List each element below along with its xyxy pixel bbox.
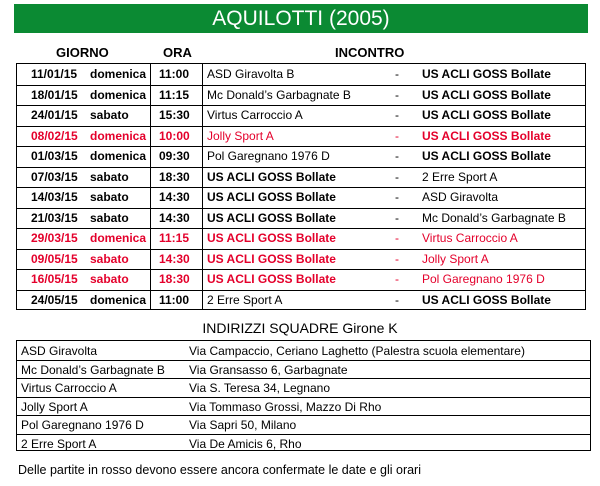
- match-day: sabato: [90, 251, 129, 266]
- match-separator: -: [395, 169, 399, 184]
- match-date: 09/05/15: [31, 251, 78, 266]
- match-time: 11:15: [159, 87, 190, 102]
- row-divider: [17, 126, 585, 127]
- header-giorno: GIORNO: [56, 45, 109, 60]
- match-time: 15:30: [159, 108, 190, 122]
- match-date: 24/05/15: [31, 292, 78, 307]
- match-away-team: Mc Donald’s Garbagnate B: [422, 210, 566, 225]
- address-location: Via Sapri 50, Milano: [189, 418, 297, 432]
- match-time: 14:30: [159, 190, 190, 204]
- address-location: Via Gransasso 6, Garbagnate: [189, 362, 348, 377]
- match-day: sabato: [90, 169, 129, 184]
- match-date: 14/03/15: [31, 190, 78, 204]
- match-day: domenica: [90, 149, 147, 163]
- row-divider: [17, 415, 590, 416]
- match-date: 08/02/15: [31, 128, 78, 143]
- address-team: Virtus Carroccio A: [21, 381, 117, 395]
- match-home-team: Virtus Carroccio A: [207, 108, 303, 122]
- match-time: 11:00: [159, 67, 190, 81]
- match-time: 18:30: [159, 169, 190, 184]
- match-home-team: US ACLI GOSS Bollate: [207, 251, 336, 266]
- match-day: sabato: [90, 190, 129, 204]
- address-location: Via De Amicis 6, Rho: [189, 436, 302, 451]
- match-separator: -: [395, 272, 399, 286]
- match-date: 11/01/15: [31, 67, 78, 81]
- match-away-team: Jolly Sport A: [422, 251, 489, 266]
- match-separator: -: [395, 128, 399, 143]
- list-item: [17, 434, 590, 453]
- table-row: [17, 290, 585, 311]
- row-divider: [17, 105, 585, 106]
- table-row: [17, 146, 585, 167]
- row-divider: [17, 85, 585, 86]
- match-away-team: US ACLI GOSS Bollate: [422, 87, 551, 102]
- match-date: 29/03/15: [31, 231, 78, 245]
- table-row: [17, 269, 585, 290]
- page-title: AQUILOTTI (2005): [14, 4, 588, 33]
- table-row: [17, 208, 585, 229]
- match-away-team: Virtus Carroccio A: [422, 231, 518, 245]
- list-item: [17, 360, 590, 379]
- match-separator: -: [395, 67, 399, 81]
- match-time: 10:00: [159, 128, 190, 143]
- column-divider: [202, 64, 203, 309]
- match-date: 07/03/15: [31, 169, 78, 184]
- address-team: Mc Donald’s Garbagnate B: [21, 362, 165, 377]
- addresses-title: INDIRIZZI SQUADRE Girone K: [202, 320, 398, 336]
- match-away-team: US ACLI GOSS Bollate: [422, 108, 551, 122]
- match-separator: -: [395, 231, 399, 245]
- match-date: 24/01/15: [31, 108, 78, 122]
- match-date: 18/01/15: [31, 87, 78, 102]
- table-row: [17, 228, 585, 249]
- match-date: 16/05/15: [31, 272, 78, 286]
- match-day: domenica: [90, 87, 147, 102]
- address-location: Via Campaccio, Ceriano Laghetto (Palestra scuola elementare): [189, 344, 525, 358]
- match-day: sabato: [90, 210, 129, 225]
- match-day: domenica: [90, 67, 147, 81]
- row-divider: [17, 167, 585, 168]
- match-date: 01/03/15: [31, 149, 78, 163]
- match-time: 14:30: [159, 210, 190, 225]
- address-location: Via Tommaso Grossi, Mazzo Di Rho: [189, 399, 382, 414]
- row-divider: [17, 146, 585, 147]
- match-away-team: US ACLI GOSS Bollate: [422, 149, 551, 163]
- match-away-team: US ACLI GOSS Bollate: [422, 128, 551, 143]
- match-day: sabato: [90, 108, 129, 122]
- match-day: domenica: [90, 292, 147, 307]
- match-away-team: US ACLI GOSS Bollate: [422, 67, 551, 81]
- match-time: 18:30: [159, 272, 190, 286]
- match-home-team: US ACLI GOSS Bollate: [207, 190, 336, 204]
- row-divider: [17, 360, 590, 361]
- match-time: 11:15: [159, 231, 190, 245]
- match-away-team: US ACLI GOSS Bollate: [422, 292, 551, 307]
- match-away-team: ASD Giravolta: [422, 190, 499, 204]
- match-away-team: 2 Erre Sport A: [422, 169, 498, 184]
- address-team: Pol Garegnano 1976 D: [21, 418, 144, 432]
- address-team: 2 Erre Sport A: [21, 436, 97, 451]
- table-row: [17, 167, 585, 188]
- table-row: [17, 187, 585, 208]
- match-home-team: Jolly Sport A: [207, 128, 274, 143]
- list-item: [17, 378, 590, 397]
- addresses-table: [16, 340, 591, 451]
- header-ora: ORA: [163, 45, 192, 60]
- row-divider: [17, 249, 585, 250]
- match-home-team: US ACLI GOSS Bollate: [207, 231, 336, 245]
- row-divider: [17, 378, 590, 379]
- address-team: Jolly Sport A: [21, 399, 88, 414]
- table-row: [17, 249, 585, 270]
- list-item: [17, 397, 590, 416]
- match-day: sabato: [90, 272, 129, 286]
- match-separator: -: [395, 108, 399, 122]
- match-separator: -: [395, 210, 399, 225]
- match-separator: -: [395, 87, 399, 102]
- row-divider: [17, 208, 585, 209]
- match-home-team: ASD Giravolta B: [207, 67, 295, 81]
- match-home-team: US ACLI GOSS Bollate: [207, 210, 336, 225]
- match-separator: -: [395, 292, 399, 307]
- match-date: 21/03/15: [31, 210, 78, 225]
- table-row: [17, 85, 585, 106]
- row-divider: [17, 187, 585, 188]
- schedule-table: [16, 63, 586, 310]
- row-divider: [17, 397, 590, 398]
- match-separator: -: [395, 190, 399, 204]
- match-time: 09:30: [159, 149, 190, 163]
- match-separator: -: [395, 251, 399, 266]
- address-location: Via S. Teresa 34, Legnano: [189, 381, 330, 395]
- match-home-team: Pol Garegnano 1976 D: [207, 149, 330, 163]
- match-time: 11:00: [159, 292, 190, 307]
- list-item: [17, 341, 590, 360]
- match-away-team: Pol Garegnano 1976 D: [422, 272, 545, 286]
- match-day: domenica: [90, 231, 147, 245]
- list-item: [17, 415, 590, 434]
- row-divider: [17, 290, 585, 291]
- footnote: Delle partite in rosso devono essere ancora confermate le date e gli orari: [18, 463, 421, 477]
- match-home-team: Mc Donald’s Garbagnate B: [207, 87, 351, 102]
- match-home-team: US ACLI GOSS Bollate: [207, 169, 336, 184]
- match-day: domenica: [90, 128, 147, 143]
- row-divider: [17, 228, 585, 229]
- table-row: [17, 105, 585, 126]
- header-incontro: INCONTRO: [335, 45, 405, 60]
- match-time: 14:30: [159, 251, 190, 266]
- match-home-team: 2 Erre Sport A: [207, 292, 283, 307]
- column-divider: [150, 64, 151, 309]
- table-row: [17, 64, 585, 85]
- match-home-team: US ACLI GOSS Bollate: [207, 272, 336, 286]
- table-row: [17, 126, 585, 147]
- address-team: ASD Giravolta: [21, 344, 98, 358]
- row-divider: [17, 269, 585, 270]
- row-divider: [17, 434, 590, 435]
- match-separator: -: [395, 149, 399, 163]
